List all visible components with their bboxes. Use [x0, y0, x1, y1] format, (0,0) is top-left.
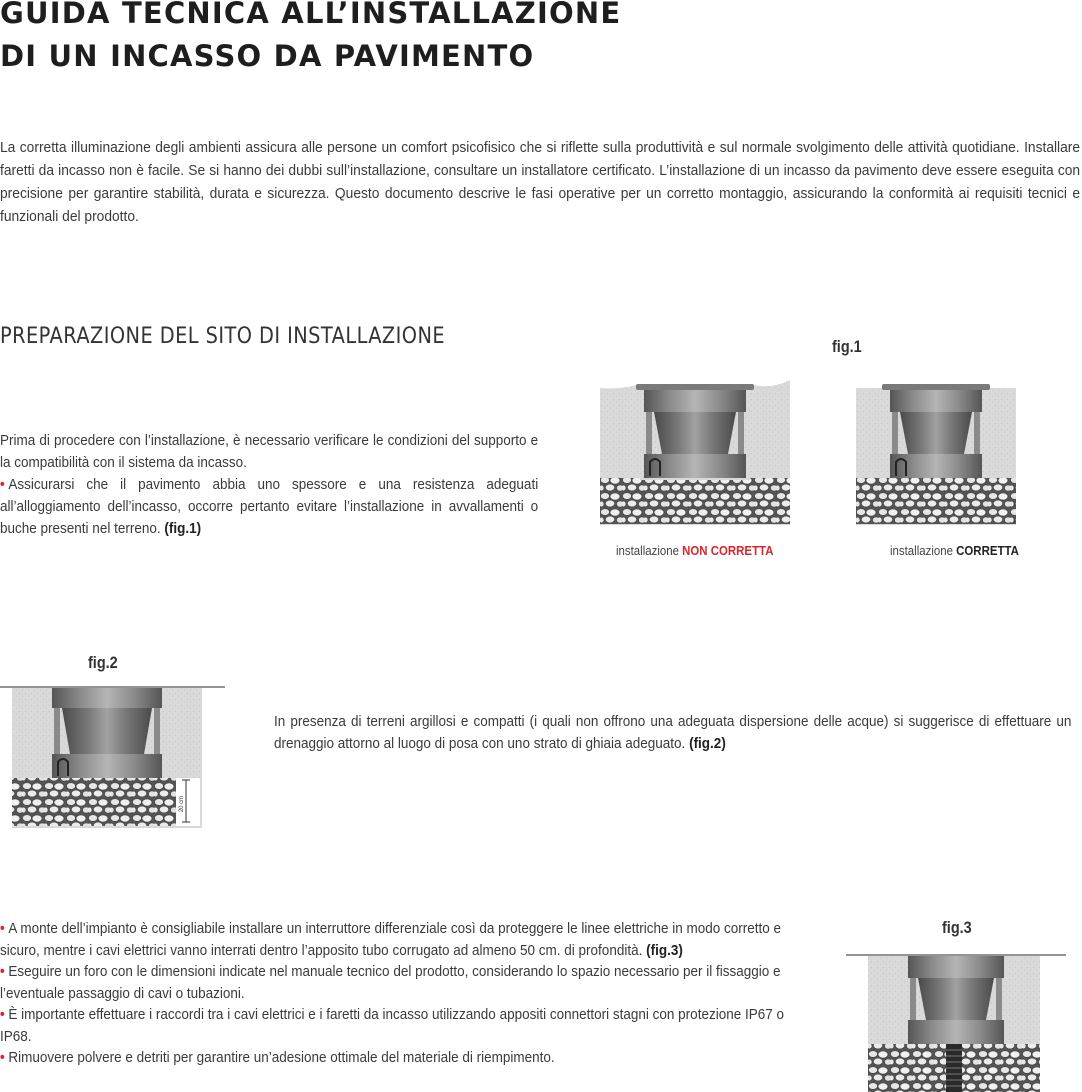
section1-bullet-paragraph: • Assicurarsi che il pavimento abbia uno spessore e una resistenza adeguati all’alloggiamento dell’incasso, occorre pertanto evitare l’installazione in avvallamenti o buche presenti nel terreno. (fig.1) [0, 476, 539, 537]
bullet-dot: • [0, 476, 5, 493]
list-item: • Rimuovere polvere e detriti per garantire un’adesione ottimale del materiale di riempimento. [0, 1049, 555, 1066]
title-line-2: DI UN INCASSO DA PAVIMENTO [0, 39, 535, 73]
bullet-list [0, 918, 803, 1069]
list-item: • È importante effettuare i raccordi tra i cavi elettrici e i faretti da incasso utilizzando appositi connettori stagni con protezione IP67 o IP68. [0, 1006, 785, 1045]
title-line-1: GUIDA TECNICA ALL’INSTALLAZIONE [0, 0, 622, 30]
list-item: • Eseguire un foro con le dimensioni indicate nel manuale tecnico del prodotto, considerando lo spazio necessario per il fissaggio e l’eventuale passaggio di cavi o tubazioni. [0, 963, 781, 1002]
fig2-text: In presenza di terreni argillosi e compatti (i quali non offrono una adeguata dispersione delle acque) si suggerisce di effettuare un drenaggio attorno al luogo di posa con uno strato di ghiaia adeguato. (fig.2) [274, 713, 1072, 752]
fig1-reference: (fig.1) [164, 520, 202, 537]
correct-label: CORRETTA [956, 543, 1019, 558]
fig3-reference: (fig.3) [646, 941, 683, 959]
fig1-correct-illustration [856, 380, 1016, 525]
fig3-label: fig.3 [942, 918, 972, 937]
section1-text [0, 430, 538, 540]
fig3-illustration [846, 954, 1066, 1092]
document-title [0, 0, 621, 78]
list-item: • A monte dell’impianto è consigliabile installare un interruttore differenziale così da proteggere le linee elettriche in modo corretto e sicuro, mentre i cavi elettrici vanno interrati dentro l’apposito tubo corrugato ad almeno 50 cm. di profondità. (fig.3) [0, 920, 782, 959]
fig2-illustration [0, 686, 225, 828]
fig2-dimension-label: 20 cm [179, 795, 185, 813]
fig1-caption-incorrect: installazione NON CORRETTA [616, 543, 774, 558]
fig2-reference: (fig.2) [689, 735, 726, 752]
section-title: PREPARAZIONE DEL SITO DI INSTALLAZIONE [0, 324, 446, 349]
intro-paragraph: La corretta illuminazione degli ambienti assicura alle persone un comfort psicofisico che si riflette sulla produttività e sul normale svolgimento delle attività quotidiane. Installare faretti da incasso non è facile. Se si hanno dei dubbi sull’installazione, consultare un installatore certificato. L’installazione di un incasso da pavimento deve essere eseguita con precisione per garantire stabilità, durata e sicurezza. Questo documento descrive le fasi operative per un corretto montaggio, assicurando la conformità ai requisiti tecnici e funzionali del prodotto. [0, 139, 1081, 225]
fig1-caption-correct: installazione CORRETTA [890, 543, 1019, 558]
fig1-label: fig.1 [832, 337, 862, 356]
fig2-label: fig.2 [88, 653, 118, 672]
section1-paragraph: Prima di procedere con l’installazione, è necessario verificare le condizioni del supporto e la compatibilità con il sistema da incasso. [0, 432, 539, 471]
incorrect-label: NON CORRETTA [682, 543, 774, 558]
fig1-incorrect-illustration [600, 380, 790, 525]
